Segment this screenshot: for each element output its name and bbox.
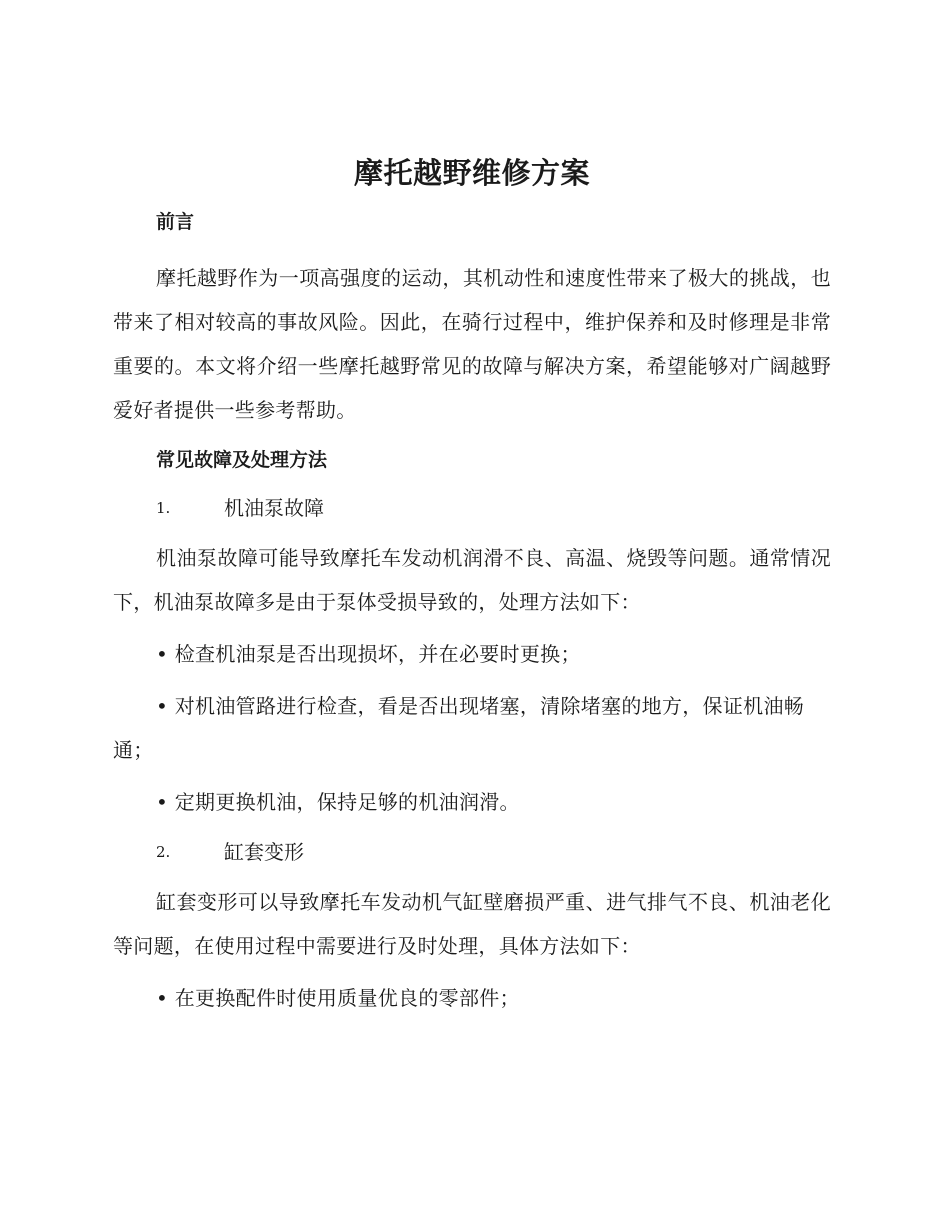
item-title: 缸套变形 <box>224 840 304 864</box>
item-title: 机油泵故障 <box>224 496 324 520</box>
document-title: 摩托越野维修方案 <box>353 156 590 190</box>
bullet-item: • 在更换配件时使用质量优良的零部件； <box>156 986 520 1010</box>
bullet-item: • 对机油管路进行检查，看是否出现堵塞，清除堵塞的地方，保证机油畅通； <box>113 694 805 762</box>
numbered-item-2 <box>113 832 831 872</box>
section-heading: 常见故障及处理方法 <box>156 449 328 471</box>
item-2-description: 缸套变形可以导致摩托车发动机气缸壁磨损严重、进气排气不良、机油老化等问题，在使用过程中需要进行及时处理，具体方法如下： <box>113 890 831 958</box>
preface-heading: 前言 <box>156 211 195 233</box>
item-number: 2. <box>156 843 171 861</box>
document-content <box>113 148 831 1020</box>
item-1-description: 机油泵故障可能导致摩托车发动机润滑不良、高温、烧毁等问题。通常情况下，机油泵故障多是由于泵体受损导致的，处理方法如下： <box>113 546 831 614</box>
preface-paragraph: 摩托越野作为一项高强度的运动，其机动性和速度性带来了极大的挑战，也带来了相对较高的事故风险。因此，在骑行过程中，维护保养和及时修理是非常重要的。本文将介绍一些摩托越野常见的故障与解决方案，希望能够对广阔越野爱好者提供一些参考帮助。 <box>113 266 831 422</box>
item-number: 1. <box>156 499 171 517</box>
bullet-item: • 定期更换机油，保持足够的机油润滑。 <box>156 790 520 814</box>
numbered-item-1 <box>113 488 831 528</box>
bullet-item: • 检查机油泵是否出现损坏，并在必要时更换； <box>156 642 581 666</box>
